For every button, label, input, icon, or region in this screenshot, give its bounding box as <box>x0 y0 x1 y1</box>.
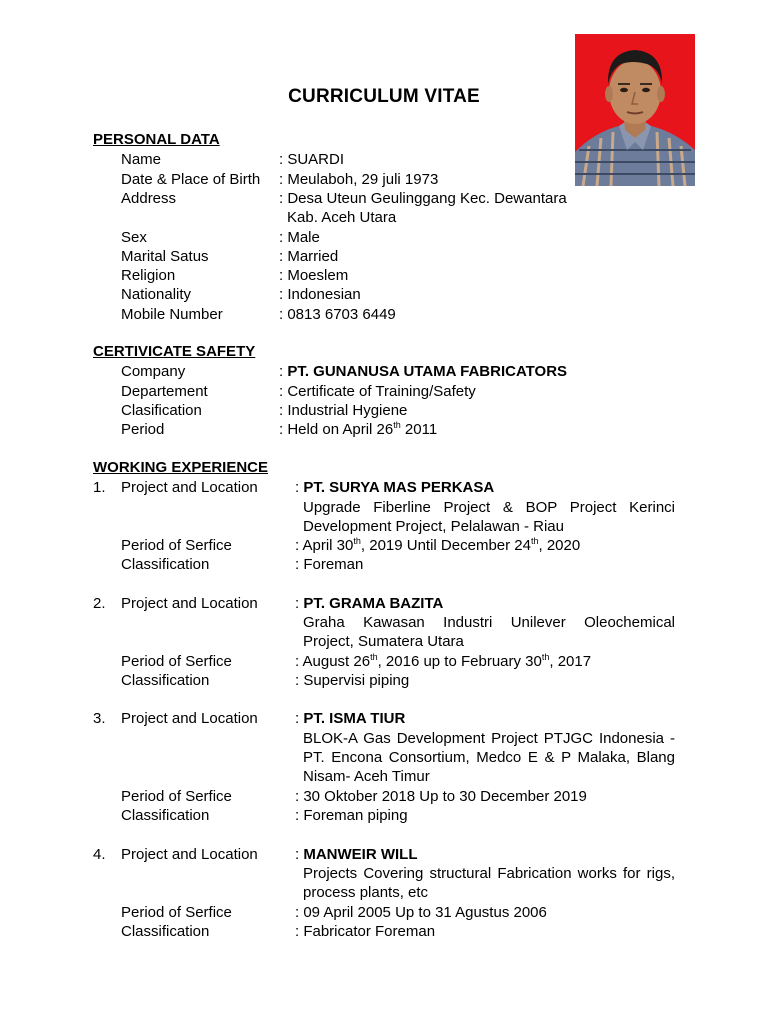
personal-name-row <box>0 150 768 169</box>
address-value-line2: Kab. Aceh Utara <box>287 209 397 226</box>
experience-2-class-label: Classification <box>121 672 210 689</box>
experience-3-class-value: : Foreman piping <box>295 807 408 824</box>
experience-2-desc-line-1: Graha Kawasan Industri Unilever Oleochemical <box>303 614 675 631</box>
company-name: PT. GUNANUSA UTAMA FABRICATORS <box>287 363 568 380</box>
experience-3-project-label: Project and Location <box>121 710 258 727</box>
personal-data-heading: PERSONAL DATA <box>93 131 220 148</box>
address-label: Address <box>121 190 177 207</box>
experience-4-class-value: : Fabricator Foreman <box>295 923 436 940</box>
experience-4-period-value: : 09 April 2005 Up to 31 Agustus 2006 <box>295 904 547 921</box>
religion-value: : Moeslem <box>279 267 349 284</box>
experience-4-desc-line-2: process plants, etc <box>303 884 429 901</box>
experience-3-project-row <box>0 709 768 728</box>
dob-label: Date & Place of Birth <box>121 171 261 188</box>
experience-2-desc-row-1 <box>0 613 768 632</box>
marital-label: Marital Satus <box>121 248 209 265</box>
experience-3-company: : PT. ISMA TIUR <box>295 710 406 727</box>
experience-3-period-label: Period of Serfice <box>121 788 232 805</box>
experience-heading: WORKING EXPERIENCE <box>93 459 269 476</box>
experience-3-desc-line-3: Nisam- Aceh Timur <box>303 768 430 785</box>
experience-1-project-label: Project and Location <box>121 479 258 496</box>
certificate-classification-row <box>0 401 768 420</box>
experience-1-period-value: : April 30th, 2019 Until December 24th, 2020 <box>295 536 581 554</box>
experience-4-desc-row-1 <box>0 864 768 883</box>
experience-4-class-row <box>0 922 768 941</box>
experience-1-period-row <box>0 536 768 555</box>
personal-sex-row <box>0 228 768 247</box>
experience-4-project-row <box>0 845 768 864</box>
nationality-label: Nationality <box>121 286 192 303</box>
experience-4-period-label: Period of Serfice <box>121 904 232 921</box>
sex-label: Sex <box>121 229 147 246</box>
certificate-department-row <box>0 382 768 401</box>
experience-4-class-label: Classification <box>121 923 210 940</box>
nationality-value: : Indonesian <box>279 286 361 303</box>
experience-1-number: 1. <box>93 479 106 496</box>
name-label: Name <box>121 151 162 168</box>
experience-3-period-row <box>0 787 768 806</box>
experience-3-desc-row-2 <box>0 748 768 767</box>
experience-1-desc-line-2: Development Project, Pelalawan - Riau <box>303 518 564 535</box>
experience-2-desc-row-2 <box>0 632 768 651</box>
experience-1-period-label: Period of Serfice <box>121 537 232 554</box>
experience-1-class-value: : Foreman <box>295 556 364 573</box>
experience-2-project-row <box>0 594 768 613</box>
experience-2-desc-line-2: Project, Sumatera Utara <box>303 633 464 650</box>
experience-1-desc-row-1 <box>0 498 768 517</box>
certificate-heading: CERTIVICATE SAFETY <box>93 343 256 360</box>
page-title: CURRICULUM VITAE <box>288 86 480 107</box>
religion-label: Religion <box>121 267 176 284</box>
certificate-company-row <box>0 362 768 381</box>
marital-value: : Married <box>279 248 339 265</box>
experience-4-company: : MANWEIR WILL <box>295 846 418 863</box>
experience-1-class-row <box>0 555 768 574</box>
experience-1-project-row <box>0 478 768 497</box>
experience-4-project-label: Project and Location <box>121 846 258 863</box>
company-label: Company <box>121 363 186 380</box>
experience-1-desc-row-2 <box>0 517 768 536</box>
experience-3-number: 3. <box>93 710 106 727</box>
mobile-value: : 0813 6703 6449 <box>279 306 396 323</box>
experience-2-class-value: : Supervisi piping <box>295 672 410 689</box>
experience-1-class-label: Classification <box>121 556 210 573</box>
experience-2-number: 2. <box>93 595 106 612</box>
experience-2-project-label: Project and Location <box>121 595 258 612</box>
experience-3-desc-line-1: BLOK-A Gas Development Project PTJGC Indonesia - <box>303 730 675 747</box>
mobile-label: Mobile Number <box>121 306 223 323</box>
experience-3-desc-row-3 <box>0 767 768 786</box>
experience-2-class-row <box>0 671 768 690</box>
company-value: : PT. GUNANUSA UTAMA FABRICATORS <box>279 363 568 380</box>
experience-3-class-row <box>0 806 768 825</box>
address-value: : Desa Uteun Geulinggang Kec. Dewantara <box>279 190 567 207</box>
sex-value: : Male <box>279 229 320 246</box>
experience-4-period-row <box>0 903 768 922</box>
period-value: : Held on April 26th 2011 <box>279 420 438 438</box>
classification-value: : Industrial Hygiene <box>279 402 408 419</box>
certificate-period-row <box>0 420 768 439</box>
period-label: Period <box>121 421 165 438</box>
experience-2-period-label: Period of Serfice <box>121 653 232 670</box>
personal-dob-row <box>0 170 768 189</box>
experience-4-desc-line-1: Projects Covering structural Fabrication works for rigs, <box>303 865 675 882</box>
experience-3-class-label: Classification <box>121 807 210 824</box>
experience-3-desc-line-2: PT. Encona Consortium, Medco E & P Malaka, Blang <box>303 749 675 766</box>
personal-religion-row <box>0 266 768 285</box>
experience-2-period-value: : August 26th, 2016 up to February 30th, 2017 <box>295 652 592 670</box>
experience-4-desc-row-2 <box>0 883 768 902</box>
personal-address-row-2 <box>0 208 768 227</box>
name-value: : SUARDI <box>279 151 345 168</box>
experience-2-company: : PT. GRAMA BAZITA <box>295 595 444 612</box>
experience-4-number: 4. <box>93 846 106 863</box>
experience-2-period-row <box>0 652 768 671</box>
experience-1-desc-line-1: Upgrade Fiberline Project & BOP Project Kerinci <box>303 499 675 516</box>
department-value: : Certificate of Training/Safety <box>279 383 476 400</box>
personal-nationality-row <box>0 285 768 304</box>
classification-label: Clasification <box>121 402 202 419</box>
personal-marital-row <box>0 247 768 266</box>
experience-3-period-value: : 30 Oktober 2018 Up to 30 December 2019 <box>295 788 587 805</box>
dob-value: : Meulaboh, 29 juli 1973 <box>279 171 439 188</box>
department-label: Departement <box>121 383 208 400</box>
personal-mobile-row <box>0 305 768 324</box>
experience-3-desc-row-1 <box>0 729 768 748</box>
experience-1-company: : PT. SURYA MAS PERKASA <box>295 479 495 496</box>
personal-address-row <box>0 189 768 208</box>
